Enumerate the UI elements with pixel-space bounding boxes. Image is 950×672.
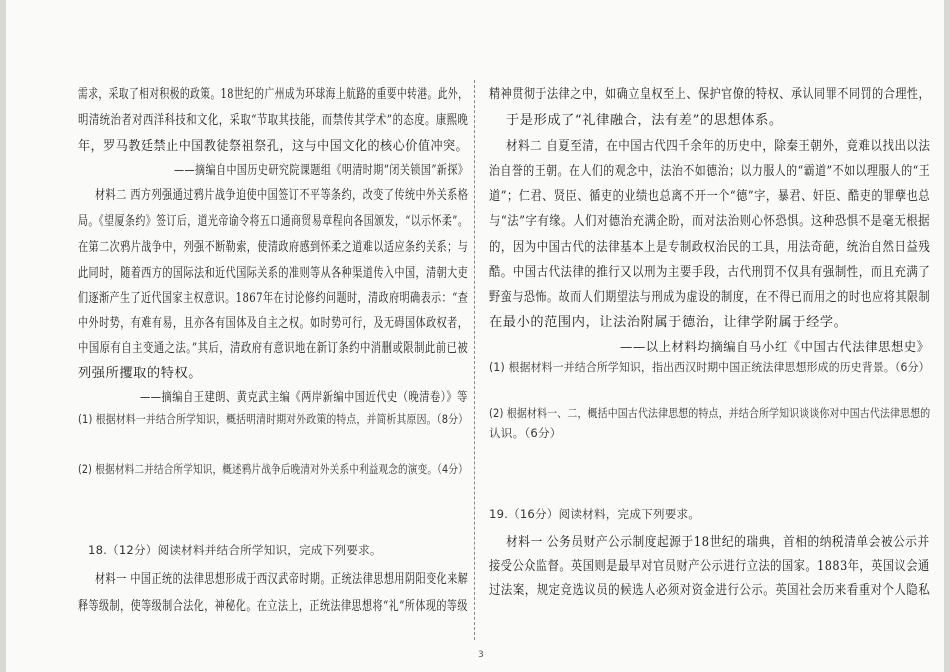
text-line: 野蛮与恐怖。故而人们期望法与刑成为虚设的制度，在不得已而用之的时也应将其限制 <box>489 290 931 305</box>
page-right-edge <box>944 0 950 672</box>
page-number: 3 <box>478 650 484 660</box>
text-line: 明清统治者对西洋科技和文化，采取“节取其技能，而禁传其学术”的态度。康熙晚 <box>78 113 469 128</box>
question-17-1: (1) 根据材料一并结合所学知识，概括明清时期对外政策的特点，并简析其原因。（8分） <box>78 412 469 426</box>
text-line: 于是形成了“礼律融合，法有差”的思想体系。 <box>506 113 783 128</box>
text-line: 材料二 西方列强通过鸦片战争迫使中国签订不平等条约，改变了传统中外关系格 <box>95 188 469 203</box>
text-line: 材料一 公务员财产公示制度起源于18世纪的瑞典，首相的纳税清单会被公示并 <box>506 535 930 550</box>
text-line: 中外时势，有难有易，且亦各有国体及自主之权。如时势可行，及无碍国体政权者， <box>78 316 469 331</box>
text-line: 治自誉的王朝。在人们的观念中，法治不如德治；以力服人的“霸道”不如以理服人的“王 <box>489 164 931 179</box>
question-18-2: (2) 根据材料一、二，概括中国古代法律思想的特点，并结合所学知识谈谈你对中国古代法律思想的 <box>489 406 931 420</box>
question-17-2: (2) 根据材料二并结合所学知识，概述鸦片战争后晚清对外关系中利益观念的演变。（4分） <box>78 462 468 476</box>
text-line: 精神贯彻于法律之中，如确立皇权至上、保护官僚的特权、承认同罪不同罚的合理性， <box>489 87 931 102</box>
page-left-edge <box>0 0 6 672</box>
text-line: 需求，采取了相对积极的政策。18世纪的广州成为环球海上航路的重要中转港。此外， <box>78 87 469 102</box>
text-line: 道”；仁君、贤臣、循吏的业绩也总离不开一个“德”字，暴君、奸臣、酷吏的罪孽也总 <box>489 189 931 204</box>
column-divider <box>474 80 475 640</box>
text-line: 局。《望厦条约》签订后，道光帝谕令将五口通商贸易章程向各国颁发，“以示怀柔”。 <box>78 214 469 229</box>
text-line: 过法案，规定竞选议员的候选人必须对资金进行公示。英国社会历来看重对个人隐私 <box>489 583 931 598</box>
text-line: 与“法”字有缘。人们对德治充满企盼，而对法治则心怀恐惧。这种恐惧不是毫无根据 <box>489 214 931 229</box>
text-line: 中国原有自主变通之法。”其后，清政府有意识地在新订条约中消删或限制此前已被 <box>78 341 469 356</box>
source-citation: ——以上材料均摘编自马小红《中国古代法律思想史》 <box>620 339 930 354</box>
text-line: 材料一 中国正统的法律思想形成于西汉武帝时期。正统法律思想用阴阳变化来解 <box>95 572 469 587</box>
question-19-heading: 19.（16分）阅读材料，完成下列要求。 <box>489 507 701 521</box>
question-18-heading: 18.（12分）阅读材料并结合所学知识，完成下列要求。 <box>88 543 382 557</box>
text-line: 年，罗马教廷禁止中国教徒祭祖祭孔，这与中国文化的核心价值冲突。 <box>78 139 469 154</box>
source-citation: ——摘编自中国历史研究院课题组《明清时期“闭关锁国”新探》 <box>174 162 469 177</box>
text-line: 列强所攫取的特权。 <box>78 366 203 381</box>
text-line: 此同时，随着西方的国际法和近代国际关系的准则等从各种渠道传入中国，清朝大吏 <box>78 266 469 281</box>
question-18-1: (1) 根据材料一并结合所学知识，指出西汉时期中国正统法律思想形成的历史背景。（6分） <box>489 360 930 374</box>
text-line: 们逐渐产生了近代国家主权意识。1867年在讨论修约问题时，清政府明确表示：“查 <box>78 291 469 306</box>
text-line: 在最小的范围内，让法治附属于德治，让律学附属于经学。 <box>489 315 848 330</box>
text-line: 接受公众监督。英国则是最早对官员财产公示进行立法的国家。1883年，英国议会通 <box>489 559 930 574</box>
text-line: 在第二次鸦片战争中，列强不断勒索，使清政府感到怀柔之道难以适应条约关系；与 <box>78 240 469 255</box>
text-line: 材料二 自夏至清，在中国古代四千余年的历史中，除秦王朝外，竟难以找出以法 <box>506 139 931 154</box>
source-citation: ——摘编自王建朗、黄克武主编《两岸新编中国近代史（晚清卷）》等 <box>140 389 468 404</box>
text-line: 的，因为中国古代的法律基本上是专制政权治民的工具，用法奇葩，统治自然日益残 <box>489 240 931 255</box>
text-line: 释等级制，使等级制合法化，神秘化。在立法上，正统法律思想将“礼”所体现的等级 <box>78 599 468 614</box>
question-18-2-cont: 认识。（6分） <box>489 426 562 440</box>
text-line: 酷。中国古代法律的推行又以刑为主要手段，古代刑罚不仅具有强制性，而且充满了 <box>489 265 931 280</box>
